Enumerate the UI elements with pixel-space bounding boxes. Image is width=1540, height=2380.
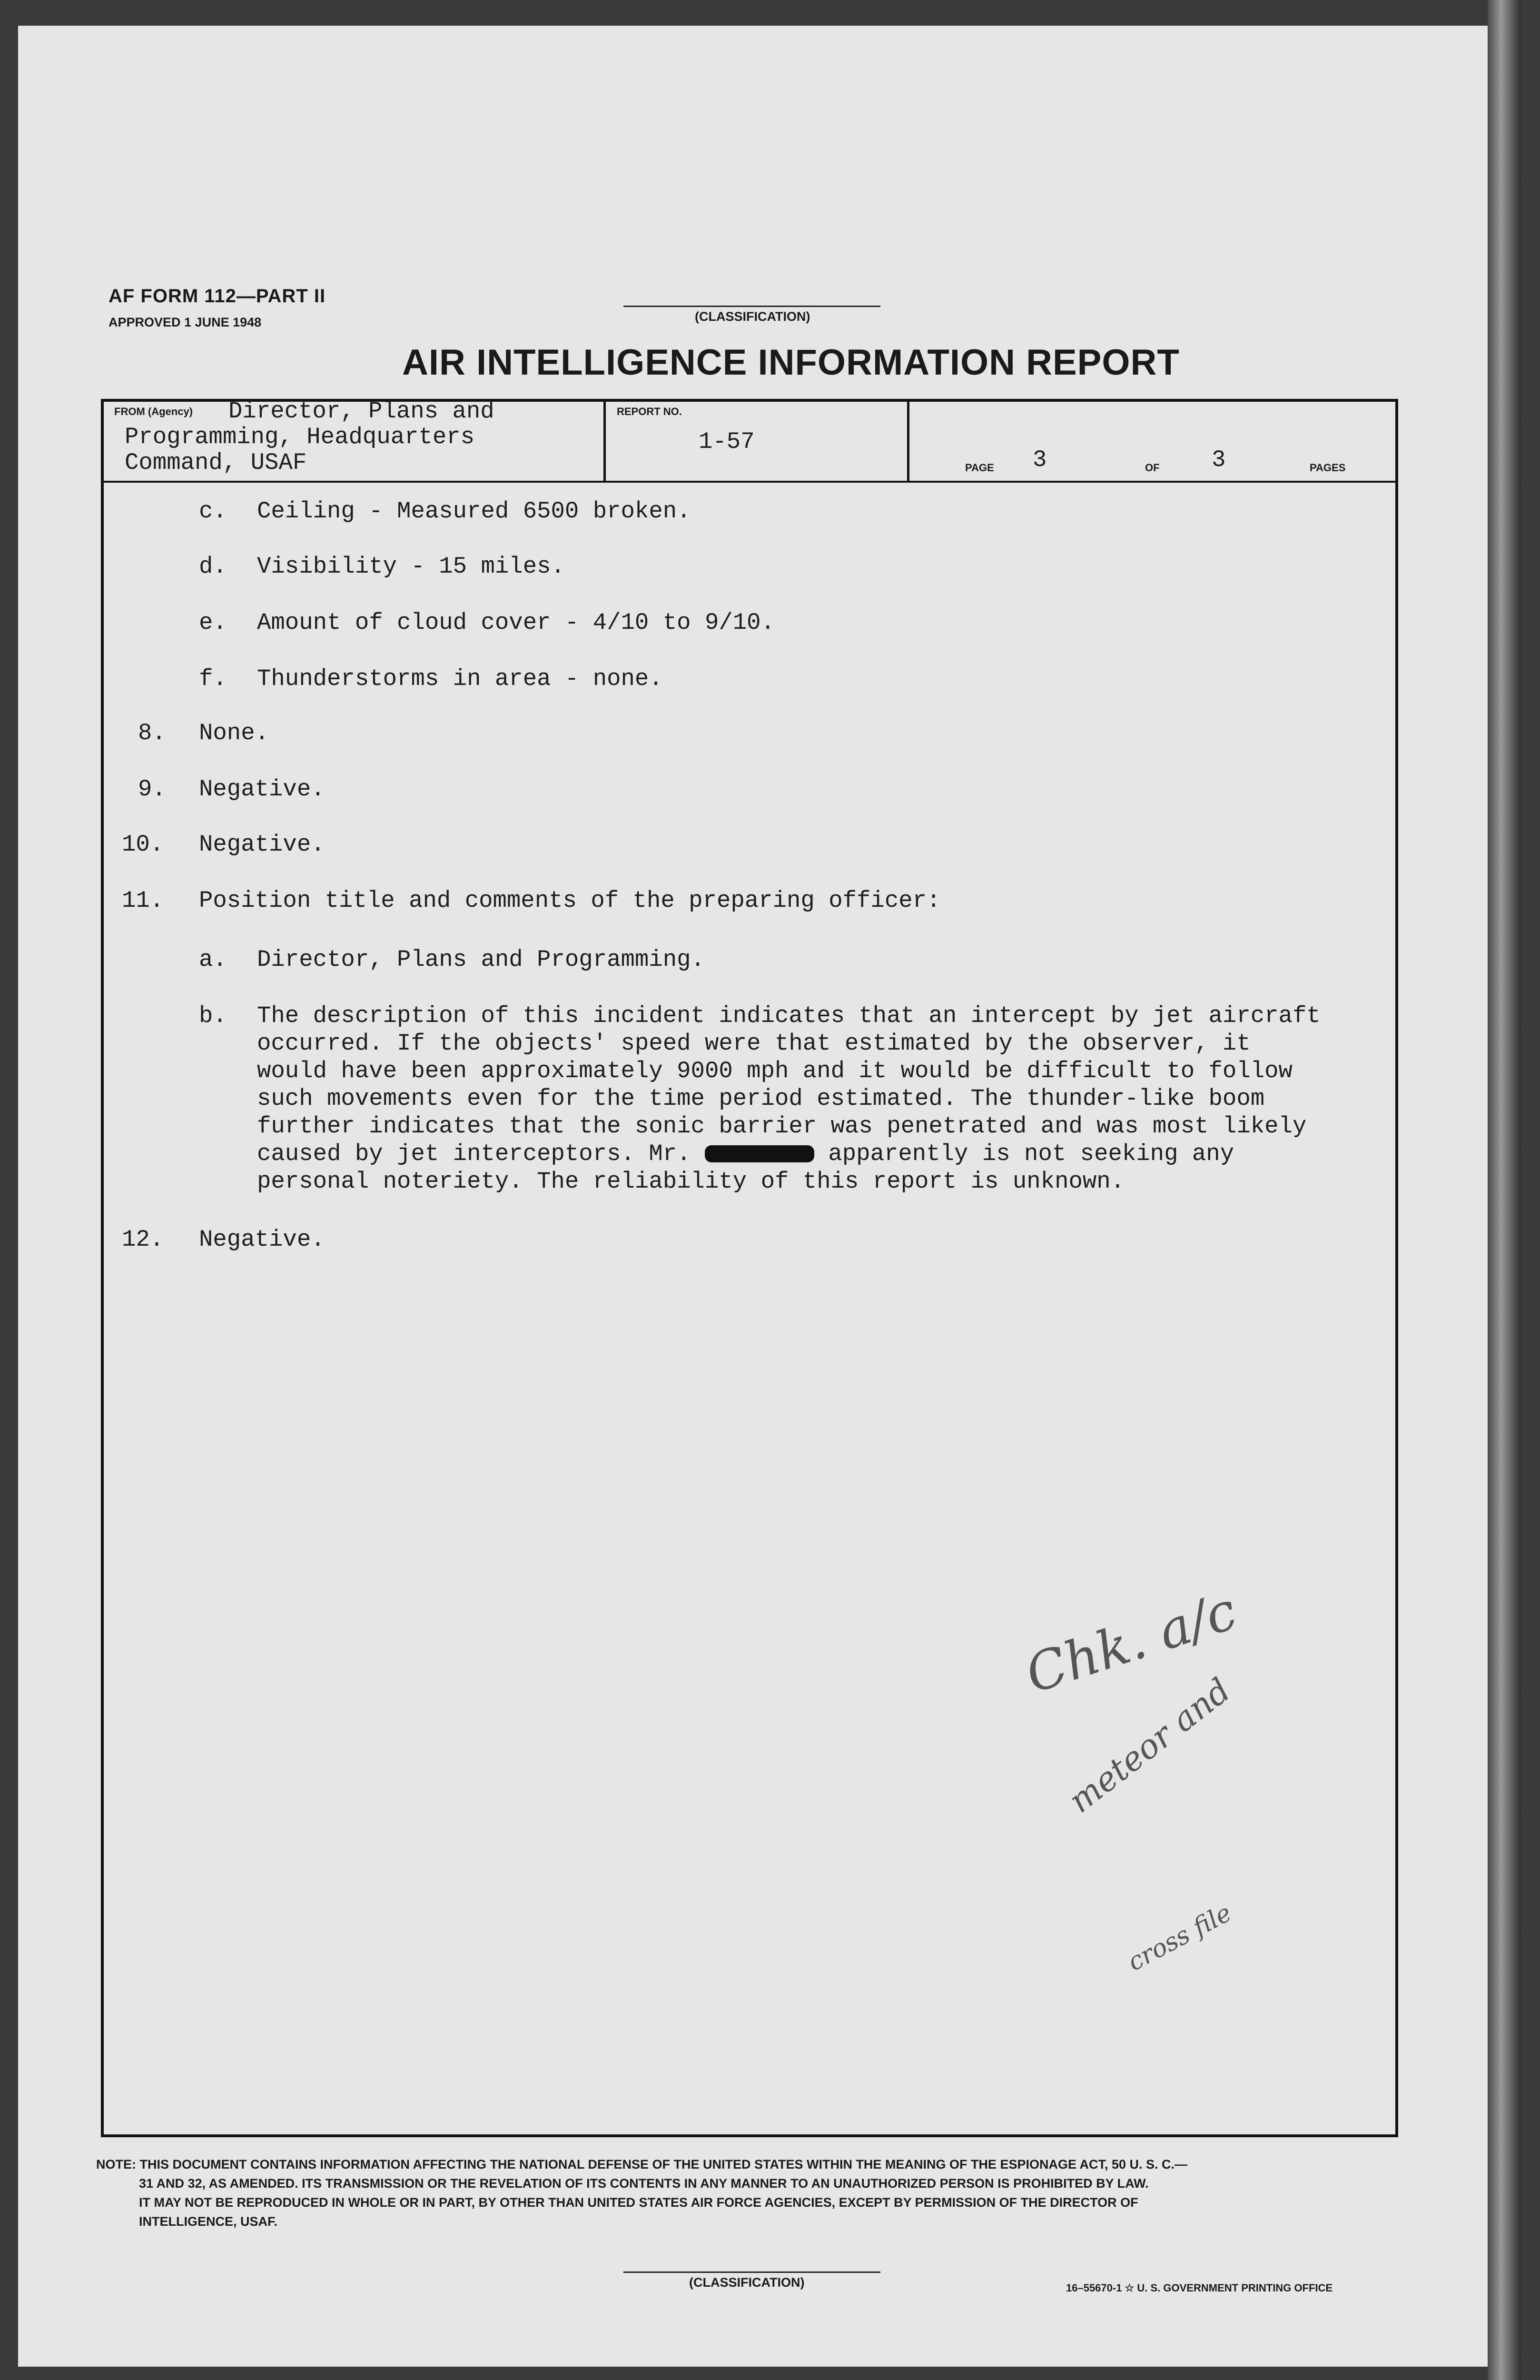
classification-line-top — [623, 306, 880, 307]
item-f-letter: f. — [199, 665, 227, 692]
printing-office-code: 16–55670-1 ☆ U. S. GOVERNMENT PRINTING OFFICE — [1066, 2282, 1333, 2294]
item-9-text: Negative. — [199, 776, 325, 803]
header-divider-2 — [907, 401, 909, 482]
header-bottom-rule — [104, 481, 1395, 483]
item-e-letter: e. — [199, 609, 227, 636]
item-e-text: Amount of cloud cover - 4/10 to 9/10. — [257, 609, 775, 636]
item-11b-letter: b. — [199, 1002, 227, 1029]
form-approved-date: APPROVED 1 JUNE 1948 — [109, 315, 262, 329]
item-11b-line-1: The description of this incident indicates that an intercept by jet aircraft — [257, 1002, 1321, 1029]
item-d-letter: d. — [199, 553, 227, 580]
page-edge-shadow — [1488, 0, 1521, 2380]
from-line-2: Programming, Headquarters — [125, 424, 475, 450]
item-11b-line-6-start: caused by jet interceptors. Mr. — [257, 1140, 691, 1167]
item-11-number: 11. — [122, 887, 164, 914]
item-11a-letter: a. — [199, 946, 227, 973]
of-label: OF — [1145, 462, 1160, 474]
item-c-letter: c. — [199, 498, 227, 525]
item-11b-line-5: further indicates that the sonic barrier was penetrated and was most likely — [257, 1113, 1307, 1140]
item-12-number: 12. — [122, 1226, 164, 1253]
item-11b-line-4: such movements even for the time period estimated. The thunder-like boom — [257, 1085, 1265, 1112]
item-f-text: Thunderstorms in area - none. — [257, 665, 663, 692]
item-11a-text: Director, Plans and Programming. — [257, 946, 705, 973]
classification-line-bottom — [623, 2271, 880, 2273]
note-line-3: IT MAY NOT BE REPRODUCED IN WHOLE OR IN PART, BY OTHER THAN UNITED STATES AIR FORCE AGENCIES, EXCEPT BY PERMISSION OF THE DIRECTOR OF — [139, 2195, 1138, 2210]
page-label: PAGE — [965, 462, 994, 474]
form-id: AF FORM 112—PART II — [109, 286, 326, 307]
total-pages: 3 — [1212, 446, 1226, 473]
report-no-label: REPORT NO. — [617, 406, 682, 417]
note-line-2: 31 AND 32, AS AMENDED. ITS TRANSMISSION OR THE REVELATION OF ITS CONTENTS IN ANY MANNER TO AN UNAUTHORIZED PERSON IS PROHIBITED BY LAW. — [139, 2176, 1149, 2191]
redaction-mark — [705, 1145, 814, 1162]
header-divider-1 — [603, 401, 606, 482]
report-number: 1-57 — [699, 428, 755, 455]
handwritten-note-1: Chk. a/c — [1018, 1580, 1244, 1705]
report-frame — [101, 399, 1398, 2137]
classification-label-bottom: (CLASSIFICATION) — [689, 2275, 805, 2290]
pages-label: PAGES — [1310, 462, 1346, 474]
handwritten-note-3: cross file — [1123, 1898, 1236, 1977]
item-10-number: 10. — [122, 831, 164, 858]
item-9-number: 9. — [138, 776, 166, 803]
from-line-3: Command, USAF — [125, 449, 307, 476]
from-label: FROM (Agency) — [114, 406, 193, 417]
item-11b-line-6 — [257, 1140, 1234, 1167]
report-title: AIR INTELLIGENCE INFORMATION REPORT — [402, 342, 1180, 383]
item-11b-line-3: would have been approximately 9000 mph and it would be difficult to follow — [257, 1058, 1293, 1084]
item-8-text: None. — [199, 720, 269, 746]
item-11-text: Position title and comments of the preparing officer: — [199, 887, 941, 914]
item-11b-line-6-end: apparently is not seeking any — [828, 1140, 1234, 1167]
item-c-text: Ceiling - Measured 6500 broken. — [257, 498, 691, 525]
page-number: 3 — [1033, 446, 1047, 473]
item-d-text: Visibility - 15 miles. — [257, 553, 565, 580]
item-10-text: Negative. — [199, 831, 325, 858]
item-8-number: 8. — [138, 720, 166, 746]
note-line-4: INTELLIGENCE, USAF. — [139, 2214, 278, 2229]
item-12-text: Negative. — [199, 1226, 325, 1253]
item-11b-line-2: occurred. If the objects' speed were that estimated by the observer, it — [257, 1030, 1251, 1057]
espionage-act-note — [96, 2155, 1414, 2231]
item-11b-line-7: personal noteriety. The reliability of this report is unknown. — [257, 1168, 1125, 1195]
from-line-1: Director, Plans and — [228, 398, 494, 425]
note-line-1: NOTE: THIS DOCUMENT CONTAINS INFORMATION AFFECTING THE NATIONAL DEFENSE OF THE UNITED STATES WITHIN THE MEANING OF THE ESPIONAGE ACT, 50 U. S. C.— — [96, 2157, 1188, 2172]
classification-label-top: (CLASSIFICATION) — [695, 309, 810, 324]
handwritten-note-2: meteor and — [1061, 1670, 1238, 1821]
